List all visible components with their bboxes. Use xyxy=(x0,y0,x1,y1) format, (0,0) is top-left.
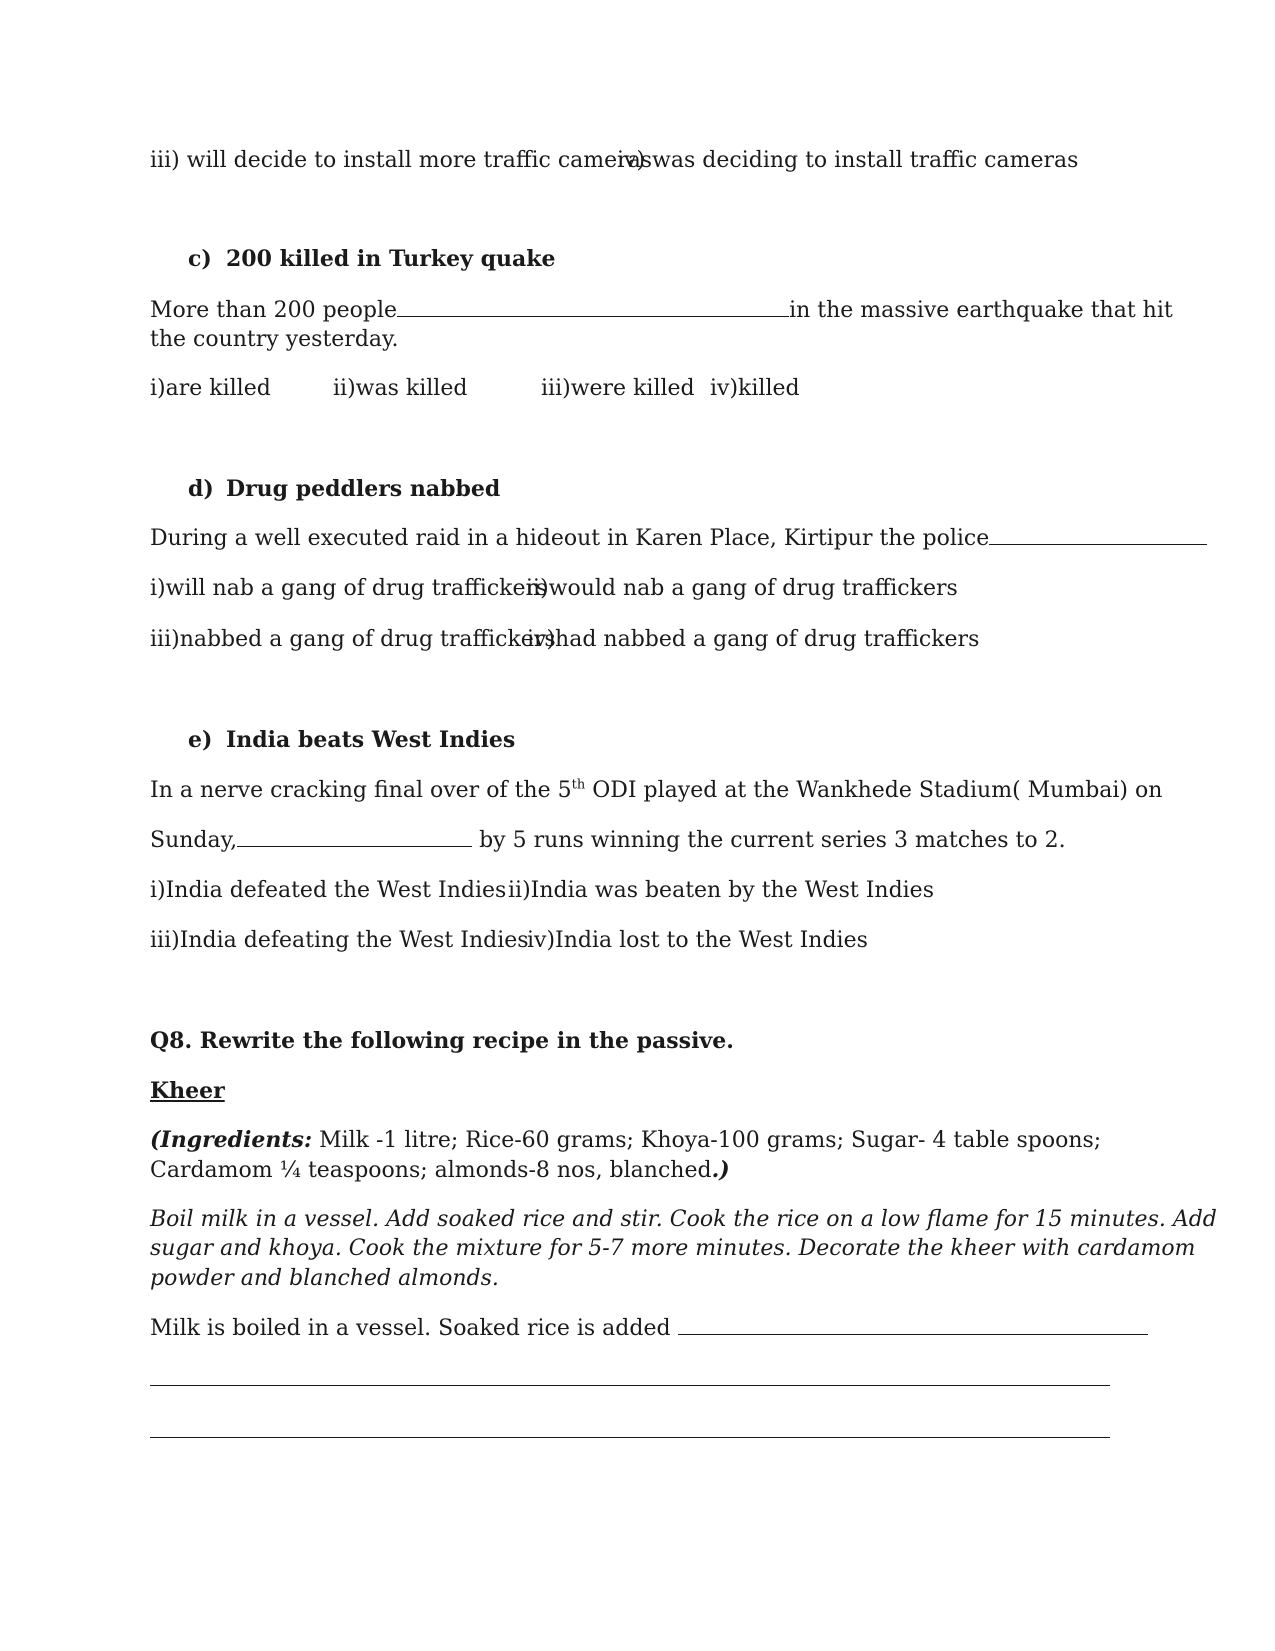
ingredients-line2 xyxy=(150,1155,730,1186)
ingredients-close: .) xyxy=(711,1157,730,1183)
ingredients-text2: Cardamom ¼ teaspoons; almonds-8 nos, blanched xyxy=(150,1158,712,1183)
question-e-sentence-line2 xyxy=(150,826,1066,856)
q8-title: Q8. Rewrite the following recipe in the passive. xyxy=(150,1028,734,1054)
question-c-sentence-end: in the massive earthquake that hit xyxy=(789,298,1173,323)
question-c-sentence xyxy=(150,296,1173,326)
instructions-line1: Boil milk in a vessel. Add soaked rice and stir. Cook the rice on a low flame for 15 minutes. Add xyxy=(150,1207,1217,1232)
question-e-sentence2-start: Sunday, xyxy=(150,828,238,853)
ingredients-text1: Milk -1 litre; Rice-60 grams; Khoya-100 grams; Sugar- 4 table spoons; xyxy=(312,1128,1102,1153)
question-d-sentence xyxy=(150,524,1207,554)
question-c-sentence-line2: the country yesterday. xyxy=(150,327,399,352)
question-e-sentence-b: ODI played at the Wankhede Stadium( Mumbai) on xyxy=(585,778,1163,803)
question-d-sentence-text: During a well executed raid in a hideout in Karen Place, Kirtipur the police xyxy=(150,526,990,551)
answer-blank-3[interactable] xyxy=(150,1437,1110,1438)
question-e-heading xyxy=(188,725,515,755)
instructions-line2: sugar and khoya. Cook the mixture for 5-7 more minutes. Decorate the kheer with cardamom xyxy=(150,1236,1196,1261)
question-e-option-ii: ii)India was beaten by the West Indies xyxy=(508,878,934,903)
question-c-blank[interactable] xyxy=(397,298,789,317)
question-d-letter: d) xyxy=(188,476,214,502)
ingredients-line1 xyxy=(150,1125,1101,1156)
question-e-option-iv: iv)India lost to the West Indies xyxy=(527,928,868,953)
answer-line1 xyxy=(150,1314,1148,1344)
b-option-iv: iv) was deciding to install traffic cameras xyxy=(617,148,1079,173)
question-c-option-ii: ii)was killed xyxy=(333,376,468,401)
question-c-option-iv: iv)killed xyxy=(710,376,800,401)
b-option-iii: iii) will decide to install more traffic cameras xyxy=(150,148,653,173)
question-e-letter: e) xyxy=(188,727,213,753)
question-d-blank[interactable] xyxy=(989,526,1207,545)
ingredients-label: (Ingredients: xyxy=(150,1127,313,1153)
question-e-title: India beats West Indies xyxy=(226,727,516,753)
instructions-line3: powder and blanched almonds. xyxy=(150,1266,499,1291)
question-e-blank[interactable] xyxy=(237,828,472,847)
question-d-option-i: i)will nab a gang of drug traffickers xyxy=(150,576,548,601)
question-e-sentence xyxy=(150,776,1162,806)
question-e-option-iii: iii)India defeating the West Indies xyxy=(150,928,529,953)
question-e-sentence-a: In a nerve cracking final over of the 5 xyxy=(150,778,572,803)
question-e-superscript: th xyxy=(571,777,586,793)
question-c-heading xyxy=(188,244,555,274)
question-e-option-i: i)India defeated the West Indies xyxy=(150,878,507,903)
question-c-sentence-start: More than 200 people xyxy=(150,298,398,323)
answer-blank-1[interactable] xyxy=(678,1316,1148,1335)
question-d-option-iii: iii)nabbed a gang of drug traffickers xyxy=(150,627,556,652)
answer-start: Milk is boiled in a vessel. Soaked rice is added xyxy=(150,1316,678,1341)
question-d-option-ii: ii)would nab a gang of drug traffickers xyxy=(526,576,958,601)
question-c-letter: c) xyxy=(188,246,212,272)
recipe-name: Kheer xyxy=(150,1078,225,1104)
question-e-sentence2-end: by 5 runs winning the current series 3 matches to 2. xyxy=(472,828,1066,853)
question-c-option-i: i)are killed xyxy=(150,376,271,401)
question-d-title: Drug peddlers nabbed xyxy=(226,476,501,502)
question-d-heading xyxy=(188,474,500,504)
answer-blank-2[interactable] xyxy=(150,1385,1110,1386)
question-c-option-iii: iii)were killed xyxy=(541,376,695,401)
question-c-title: 200 killed in Turkey quake xyxy=(226,246,556,272)
question-d-option-iv: iv)had nabbed a gang of drug traffickers xyxy=(527,627,980,652)
